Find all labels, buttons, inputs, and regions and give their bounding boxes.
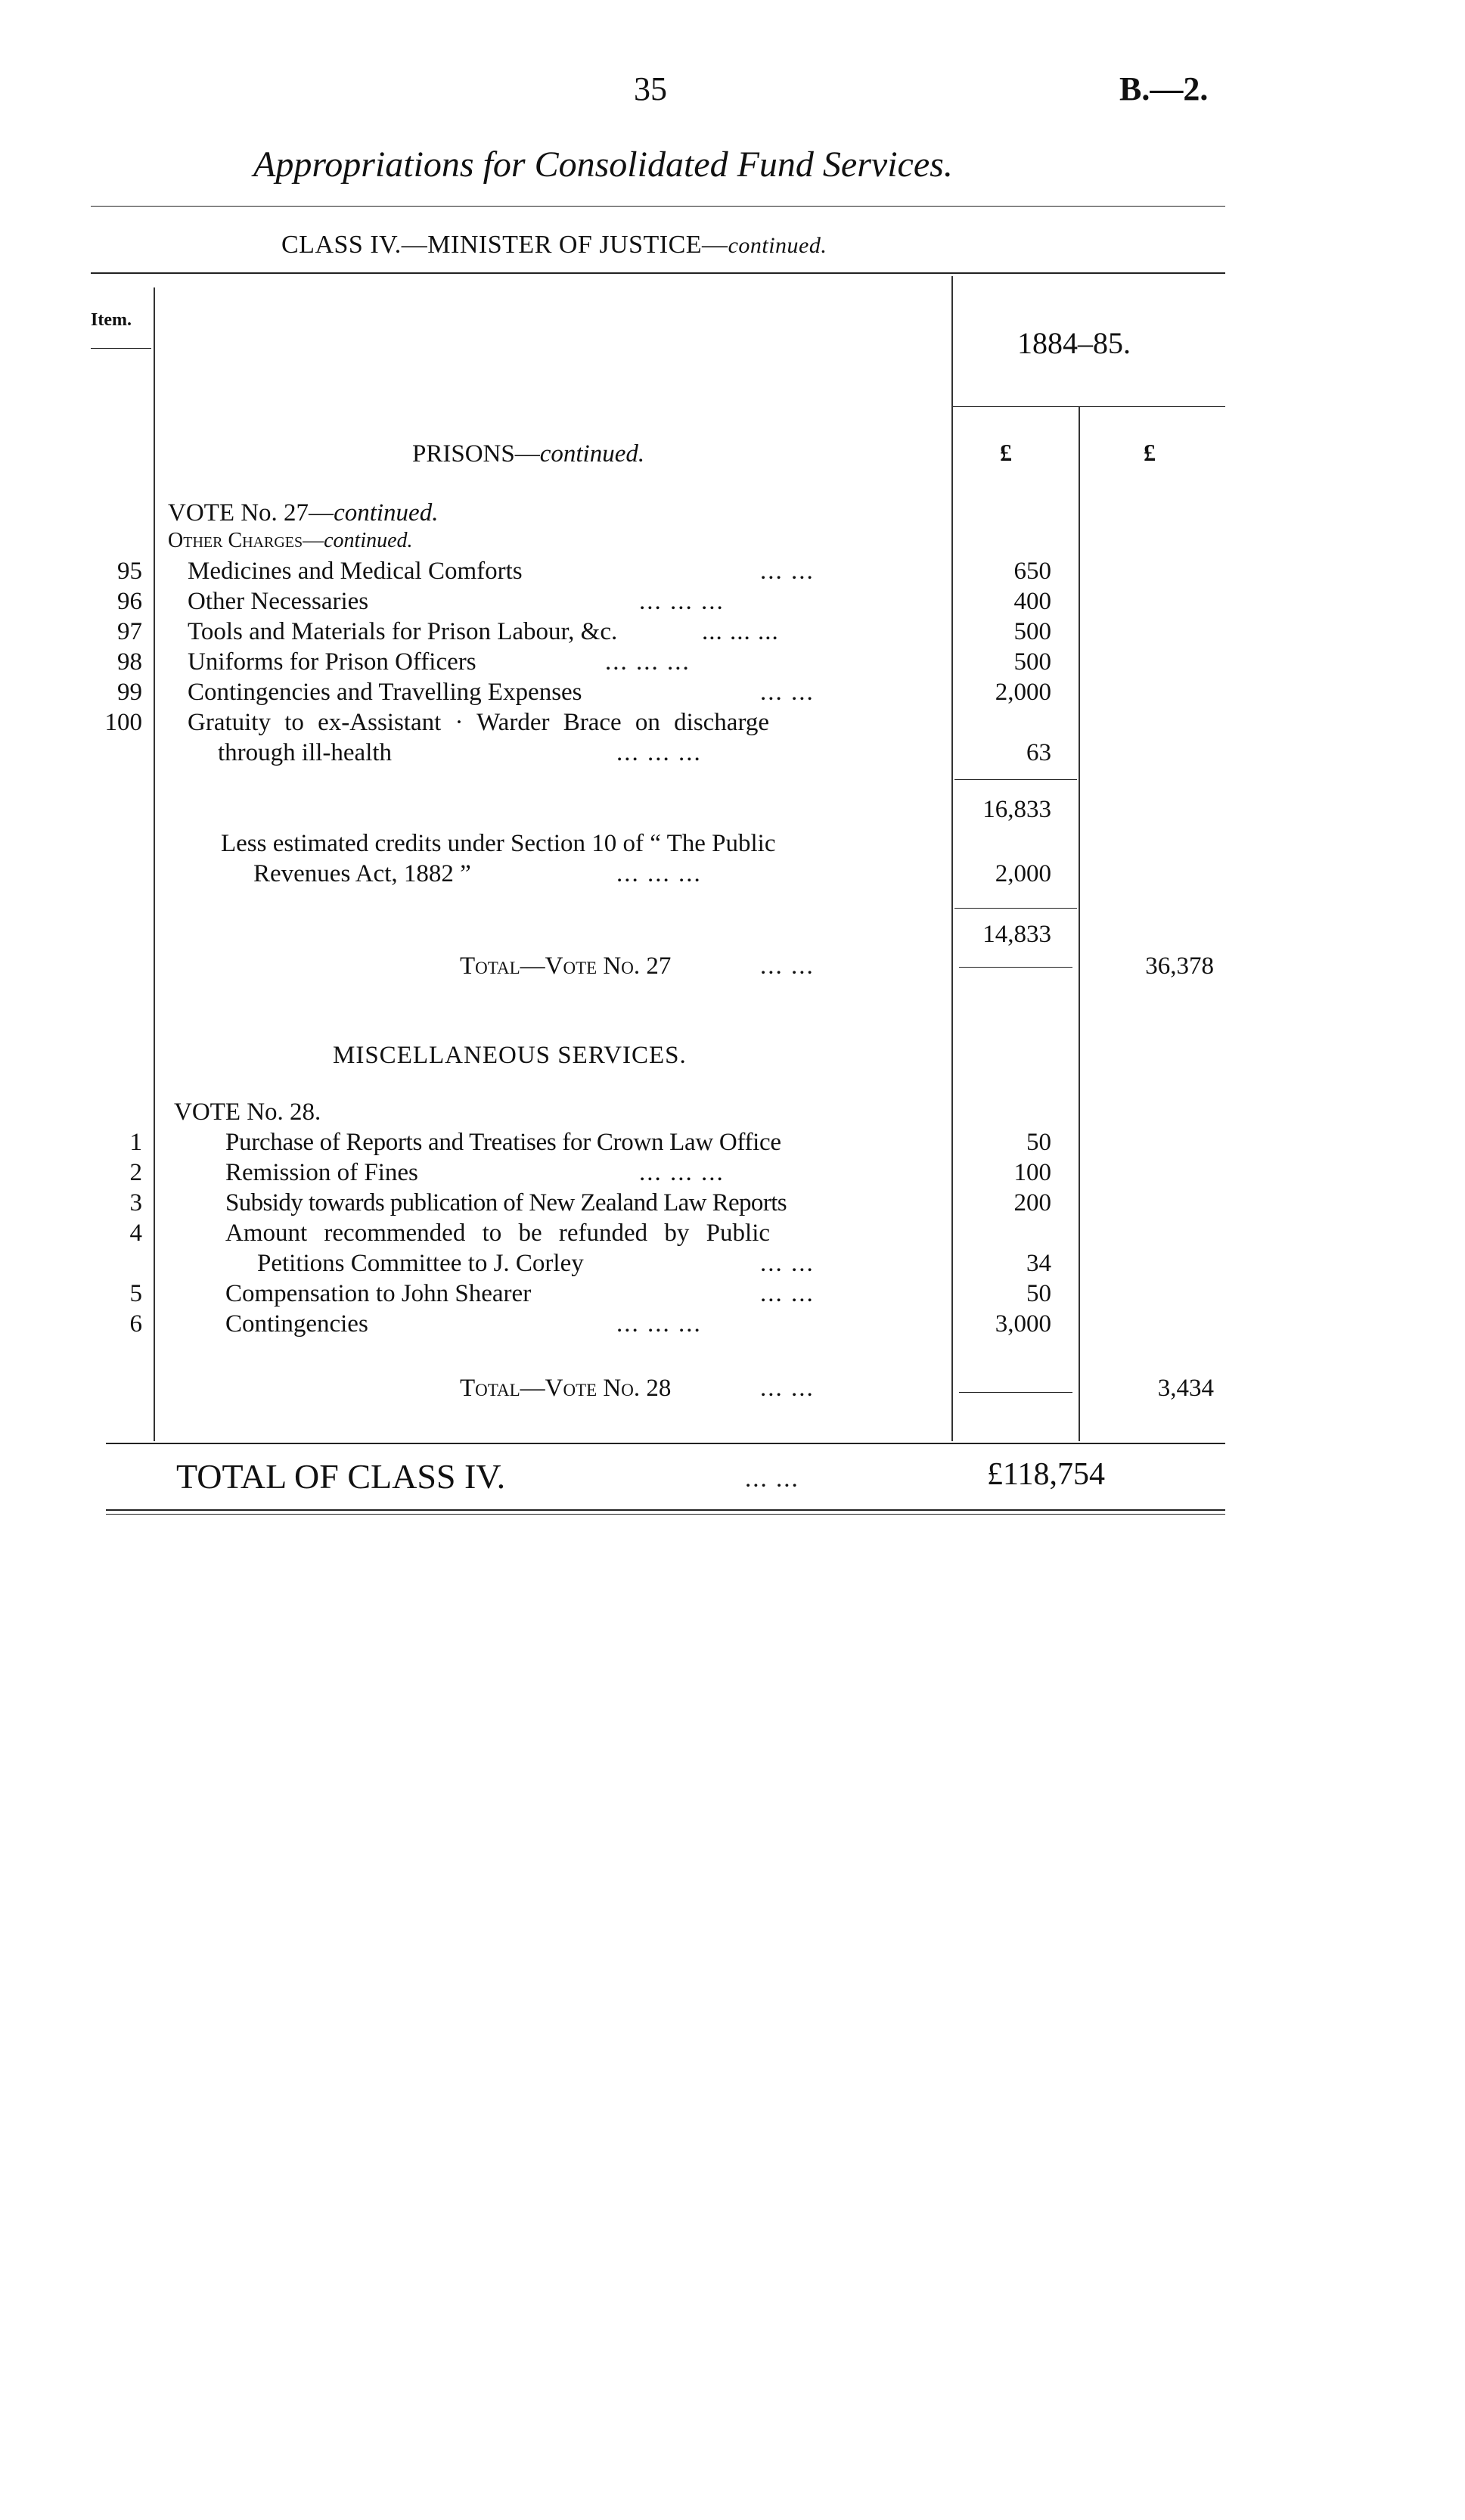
table-top-rule [91,272,1225,274]
leader-dots: ... ... ... [616,860,702,887]
line-item-text: Uniforms for Prison Officers [188,648,476,676]
vote-28-heading: VOTE No. 28. [174,1098,321,1126]
grand-total-bottom-rule-2 [106,1514,1225,1515]
vote-28-total-amount: 3,434 [1157,1375,1214,1402]
leader-dots: ... ... ... [616,739,702,766]
currency-left-header: £ [1000,439,1012,466]
amount-cell: 400 [1013,588,1051,615]
item-number: 95 [117,558,142,585]
vote-27-heading [168,498,438,528]
subtotal-amount: 16,833 [982,796,1051,823]
line-item-text: Gratuity to ex-Assistant · Warder Brace on discharge [188,709,769,736]
other-charges-heading [168,526,413,556]
amount-column-divider-left [951,276,953,1441]
amount-cell: 500 [1013,618,1051,645]
amount-cell: 500 [1013,648,1051,676]
grand-total-bottom-rule [106,1509,1225,1511]
amount-cell: 50 [1026,1280,1051,1307]
leader-dots: ... ... ... [639,588,725,615]
line-item-text: Tools and Materials for Prison Labour, &c. [188,618,618,645]
net-amount: 14,833 [982,921,1051,948]
amount-cell: 650 [1013,558,1051,585]
line-item-text: Contingencies [225,1310,368,1338]
item-number: 98 [117,648,142,676]
class-heading-main: CLASS IV.—MINISTER OF JUSTICE— [281,231,728,259]
line-item-text: Compensation to John Shearer [225,1280,532,1307]
leader-dots: ... ... [760,1250,815,1277]
amount-cell: 63 [1026,739,1051,766]
prisons-heading [412,439,644,469]
line-item-text: Contingencies and Travelling Expenses [188,679,582,706]
line-item-text-cont: Petitions Committee to J. Corley [257,1250,584,1277]
amount-cell: 200 [1013,1189,1051,1216]
class-heading-cont: continued. [728,233,827,258]
item-number: 5 [129,1280,142,1307]
document-reference: B.—2. [1119,70,1209,107]
item-column-divider [154,287,155,1441]
prisons-heading-main: PRISONS— [412,440,540,468]
less-credits-text: Less estimated credits under Section 10 of “ The Public [221,830,776,857]
year-header: 1884–85. [1017,326,1131,360]
amount-cell: 3,000 [995,1310,1051,1338]
line-item-text: Other Necessaries [188,588,369,615]
leader-dots: ... ... [760,1375,815,1402]
vote-28-total-label: Total—Vote No. 28 [460,1375,672,1402]
currency-right-header: £ [1144,439,1156,466]
item-number: 1 [129,1129,142,1156]
amount-cell: 100 [1013,1159,1051,1186]
leader-dots: ... ... ... [639,1159,725,1186]
leader-dots: ... ... [760,558,815,585]
year-underline [953,406,1225,407]
leader-dots: ... ... ... [605,648,691,676]
grand-total-top-rule [106,1443,1225,1444]
net-rule [954,908,1077,909]
less-credits-text-cont: Revenues Act, 1882 ” [253,860,471,887]
line-item-text-cont: through ill-health [218,739,393,766]
vote-27-cont: continued. [334,499,439,527]
vote-27-main: VOTE No. 27— [168,499,334,527]
prisons-heading-cont: continued. [539,440,645,468]
line-item-text: Amount recommended to be refunded by Public [225,1220,771,1247]
net-underline [959,967,1072,968]
line-item-text: Remission of Fines [225,1159,418,1186]
title-rule [91,206,1225,207]
page-title: Appropriations for Consolidated Fund Services. [253,144,953,185]
item-number: 97 [117,618,142,645]
amount-cell: 2,000 [995,679,1051,706]
leader-dots: ... ... ... [616,1310,702,1338]
item-column-header: Item. [91,310,132,330]
item-number: 2 [129,1159,142,1186]
item-number: 3 [129,1189,142,1216]
item-header-underline [91,348,151,349]
amount-cell: 34 [1026,1250,1051,1277]
vote-27-total-label: Total—Vote No. 27 [460,952,672,980]
leader-dots: ... ... [760,952,815,980]
other-charges-main: Other Charges— [168,529,324,552]
item-number: 99 [117,679,142,706]
misc-total-rule [959,1392,1072,1393]
vote-27-total-amount: 36,378 [1145,952,1214,980]
class-total-amount: £118,754 [987,1457,1105,1492]
page-number: 35 [634,70,667,107]
amount-column-divider-mid [1079,407,1080,1441]
leader-dots: ... ... [745,1465,799,1493]
item-number: 96 [117,588,142,615]
subtotal-rule [954,779,1077,780]
other-charges-cont: continued. [324,529,413,552]
line-item-text: Medicines and Medical Comforts [188,558,523,585]
amount-cell: 50 [1026,1129,1051,1156]
line-item-text: Purchase of Reports and Treatises for Crown Law Office [225,1129,781,1156]
class-total-label: TOTAL OF CLASS IV. [176,1457,506,1496]
leader-dots: ... ... [760,679,815,706]
leader-dots: ... ... ... [702,618,779,645]
item-number: 6 [129,1310,142,1338]
item-number: 4 [129,1220,142,1247]
line-item-text: Subsidy towards publication of New Zealand Law Reports [225,1189,787,1216]
leader-dots: ... ... [760,1280,815,1307]
less-credits-amount: 2,000 [995,860,1051,887]
class-heading [281,231,827,259]
item-number: 100 [104,709,142,736]
misc-heading: MISCELLANEOUS SERVICES. [333,1042,687,1069]
